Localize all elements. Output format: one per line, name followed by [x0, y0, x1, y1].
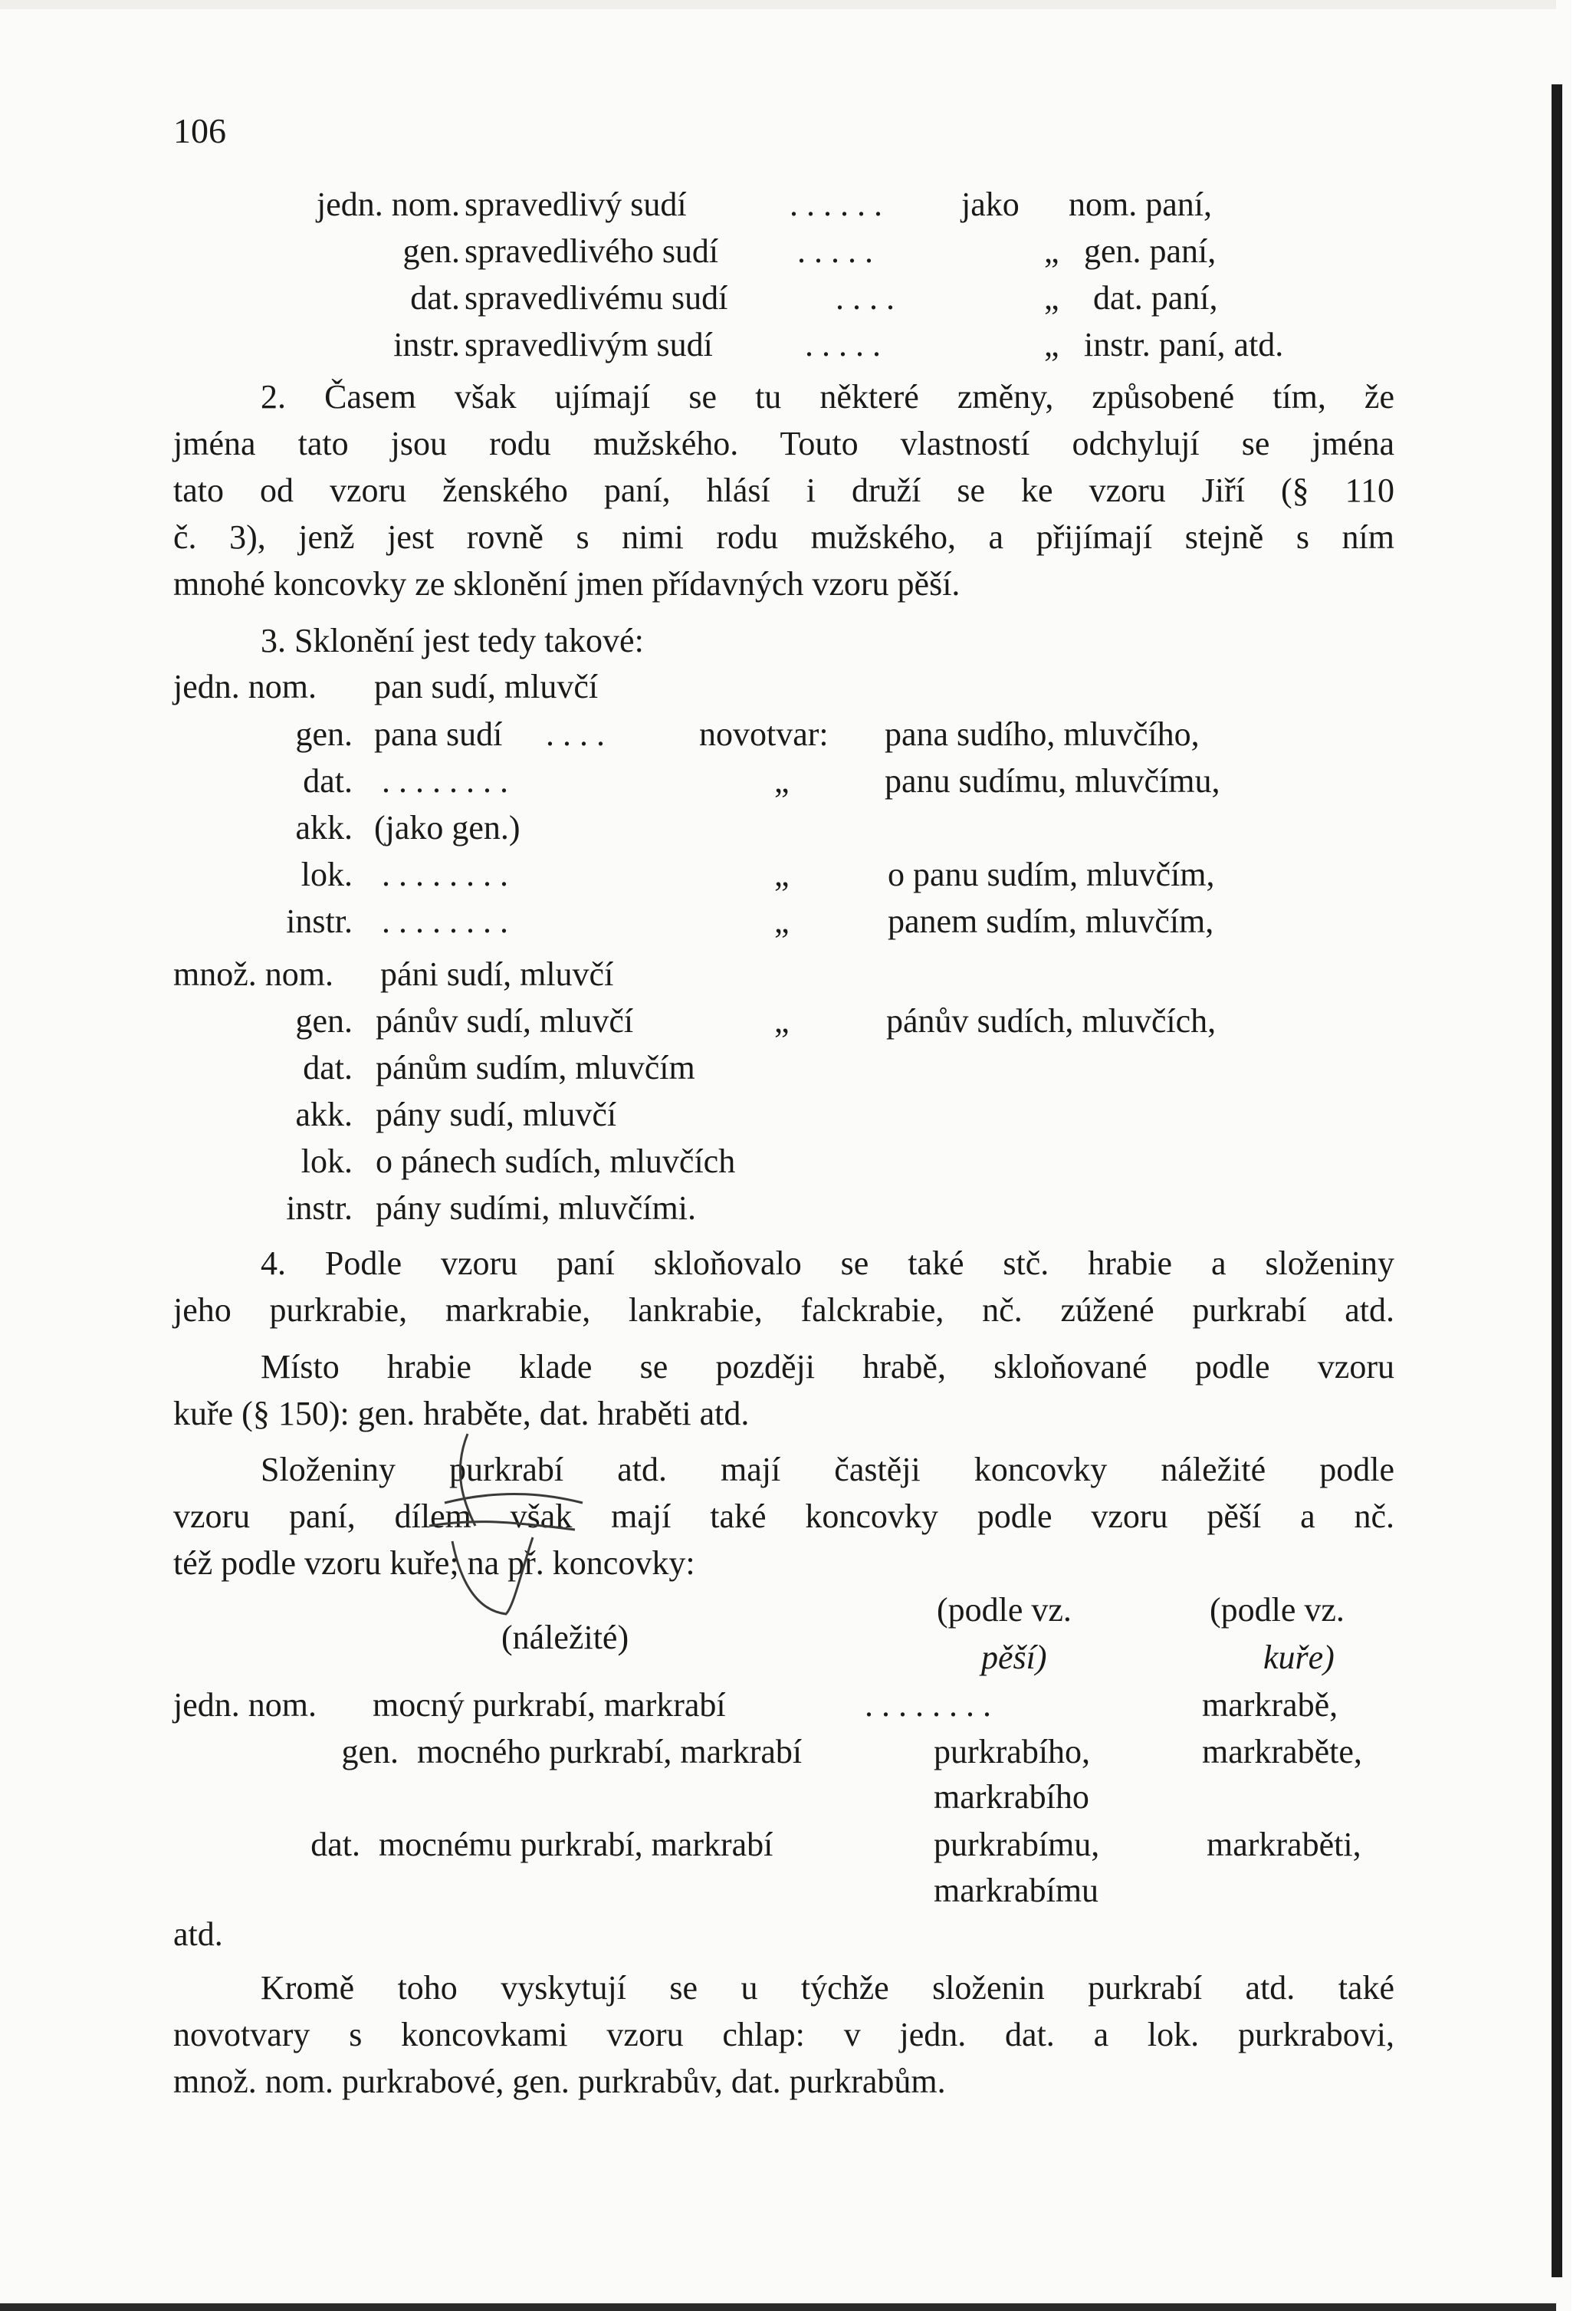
leader-dots: . . . . — [546, 715, 605, 753]
text-line: mnohé koncovky ze sklonění jmen přídavných vzoru pěší. — [173, 565, 961, 603]
case-label: gen. — [295, 1002, 353, 1040]
declension-form: o pánech sudích, mluvčích — [376, 1142, 736, 1180]
text-line: jména tato jsou rodu mužského. Touto vlastností odchylují se jména — [173, 425, 1394, 462]
book-spine-shadow — [1552, 84, 1562, 2277]
text-line: Místo hrabie klade se později hrabě, skloňované podle vzoru — [261, 1348, 1394, 1386]
text-line: 4. Podle vzoru paní skloňovalo se také stč. hrabie a složeniny — [261, 1244, 1394, 1282]
case-label: gen. — [341, 1733, 399, 1770]
pesi-form: purkrabího, — [934, 1733, 1091, 1770]
column-header-kure: (podle vz. — [1210, 1591, 1345, 1629]
newform: o panu sudím, mluvčím, — [888, 856, 1215, 893]
leader-dots: . . . . . . — [790, 186, 882, 223]
newform-marker: novotvar: — [699, 715, 829, 753]
scan-top-edge — [0, 0, 1556, 9]
case-label: dat. — [410, 279, 460, 317]
declension-form: pány sudími, mluvčími. — [376, 1189, 696, 1227]
column-header-native: (náležité) — [501, 1619, 629, 1656]
column-header-pesi: pěší) — [981, 1639, 1047, 1676]
text-line: Kromě toho vyskytují se u týchže složenin purkrabí atd. také — [261, 1969, 1394, 2007]
text-line: množ. nom. purkrabové, gen. purkrabův, dat. purkrabům. — [173, 2063, 946, 2100]
ditto-mark: „ — [774, 856, 790, 893]
declension-form: pánům sudím, mluvčím — [376, 1049, 695, 1086]
ditto-mark: „ — [774, 1002, 790, 1040]
case-label: dat. — [303, 762, 353, 800]
leader-dots: . . . . . . . . — [382, 902, 508, 940]
kure-form: markraběti, — [1207, 1826, 1361, 1863]
text-line: č. 3), jenž jest rovně s nimi rodu mužského, a přijímají stejně s ním — [173, 518, 1394, 556]
declension-form: pan sudí, mluvčí — [374, 668, 599, 705]
pesi-form: purkrabímu, — [934, 1826, 1100, 1863]
text-line: vzoru paní, dílem však mají také koncovky podle vzoru pěší a nč. — [173, 1497, 1394, 1535]
ditto-mark: „ — [1044, 326, 1059, 363]
newform: panem sudím, mluvčím, — [888, 902, 1214, 940]
scan-margin — [1571, 0, 1596, 2311]
ditto-mark: „ — [774, 902, 790, 940]
case-label: akk. — [295, 1096, 353, 1133]
text-line: též podle vzoru kuře; na př. koncovky: — [173, 1544, 695, 1582]
column-header-pesi: (podle vz. — [937, 1591, 1072, 1629]
case-label: jedn. nom. — [173, 1686, 317, 1724]
case-label: dat. — [310, 1826, 360, 1863]
ditto-mark: „ — [1044, 279, 1059, 317]
case-label: instr. — [393, 326, 460, 363]
text-line: Složeniny purkrabí atd. mají častěji koncovky náležité podle — [261, 1451, 1394, 1488]
leader-dots: . . . . . . . . — [865, 1686, 991, 1724]
text-line: 2. Časem však ujímají se tu některé změny, způsobené tím, že — [261, 378, 1394, 416]
comparison-target: gen. paní, — [1084, 232, 1217, 270]
case-label: dat. — [303, 1049, 353, 1086]
case-label: lok. — [300, 856, 353, 893]
native-form: mocný purkrabí, markrabí — [373, 1686, 726, 1724]
pesi-form: markrabího — [934, 1778, 1089, 1816]
leader-dots: . . . . . — [797, 232, 873, 270]
paradigm-form: spravedlivému sudí — [465, 279, 728, 317]
text-line: novotvary s koncovkami vzoru chlap: v jedn. dat. a lok. purkrabovi, — [173, 2016, 1394, 2053]
leader-dots: . . . . — [836, 279, 895, 317]
paradigm-form: spravedlivým sudí — [465, 326, 713, 363]
case-label: instr. — [286, 902, 353, 940]
handwritten-annotation-mark — [399, 1426, 598, 1626]
text-line: tato od vzoru ženského paní, hlásí i druží se ke vzoru Jiří (§ 110 — [173, 472, 1394, 509]
case-label: jedn. nom. — [317, 186, 460, 223]
comparison-marker: jako — [961, 186, 1020, 223]
kure-form: markrabě, — [1202, 1686, 1338, 1724]
paradigm-form: spravedlivého sudí — [465, 232, 719, 270]
comparison-target: nom. paní, — [1069, 186, 1212, 223]
newform: panu sudímu, mluvčímu, — [885, 762, 1220, 800]
ditto-mark: „ — [774, 762, 790, 800]
newform: pánův sudích, mluvčích, — [886, 1002, 1217, 1040]
ditto-mark: „ — [1044, 232, 1059, 270]
case-label: množ. nom. — [173, 955, 333, 993]
paradigm-form: spravedlivý sudí — [465, 186, 687, 223]
text-line: kuře (§ 150): gen. hraběte, dat. hraběti atd. — [173, 1395, 750, 1432]
declension-form: pana sudí — [374, 715, 503, 753]
declension-form: páni sudí, mluvčí — [380, 955, 614, 993]
native-form: mocnému purkrabí, markrabí — [379, 1826, 773, 1863]
case-label: lok. — [300, 1142, 353, 1180]
case-label: gen. — [295, 715, 353, 753]
leader-dots: . . . . . — [805, 326, 881, 363]
declension-form: (jako gen.) — [374, 809, 521, 846]
case-label: gen. — [402, 232, 460, 270]
declension-form: pánův sudí, mluvčí — [376, 1002, 634, 1040]
leader-dots: . . . . . . . . — [382, 856, 508, 893]
pesi-form: markrabímu — [934, 1872, 1099, 1909]
comparison-target: dat. paní, — [1093, 279, 1218, 317]
scan-bottom-edge — [0, 2303, 1556, 2311]
case-label: jedn. nom. — [173, 668, 317, 705]
comparison-target: instr. paní, atd. — [1084, 326, 1284, 363]
leader-dots: . . . . . . . . — [382, 762, 508, 800]
section-heading: 3. Sklonění jest tedy takové: — [261, 622, 644, 659]
native-form: mocného purkrabí, markrabí — [417, 1733, 803, 1770]
column-header-kure: kuře) — [1263, 1639, 1335, 1676]
case-label: akk. — [295, 809, 353, 846]
kure-form: markraběte, — [1202, 1733, 1362, 1770]
page-number: 106 — [173, 111, 226, 150]
newform: pana sudího, mluvčího, — [885, 715, 1200, 753]
table-trailer: atd. — [173, 1915, 223, 1953]
text-line: jeho purkrabie, markrabie, lankrabie, falckrabie, nč. zúžené purkrabí atd. — [173, 1291, 1394, 1329]
case-label: instr. — [286, 1189, 353, 1227]
declension-form: pány sudí, mluvčí — [376, 1096, 617, 1133]
